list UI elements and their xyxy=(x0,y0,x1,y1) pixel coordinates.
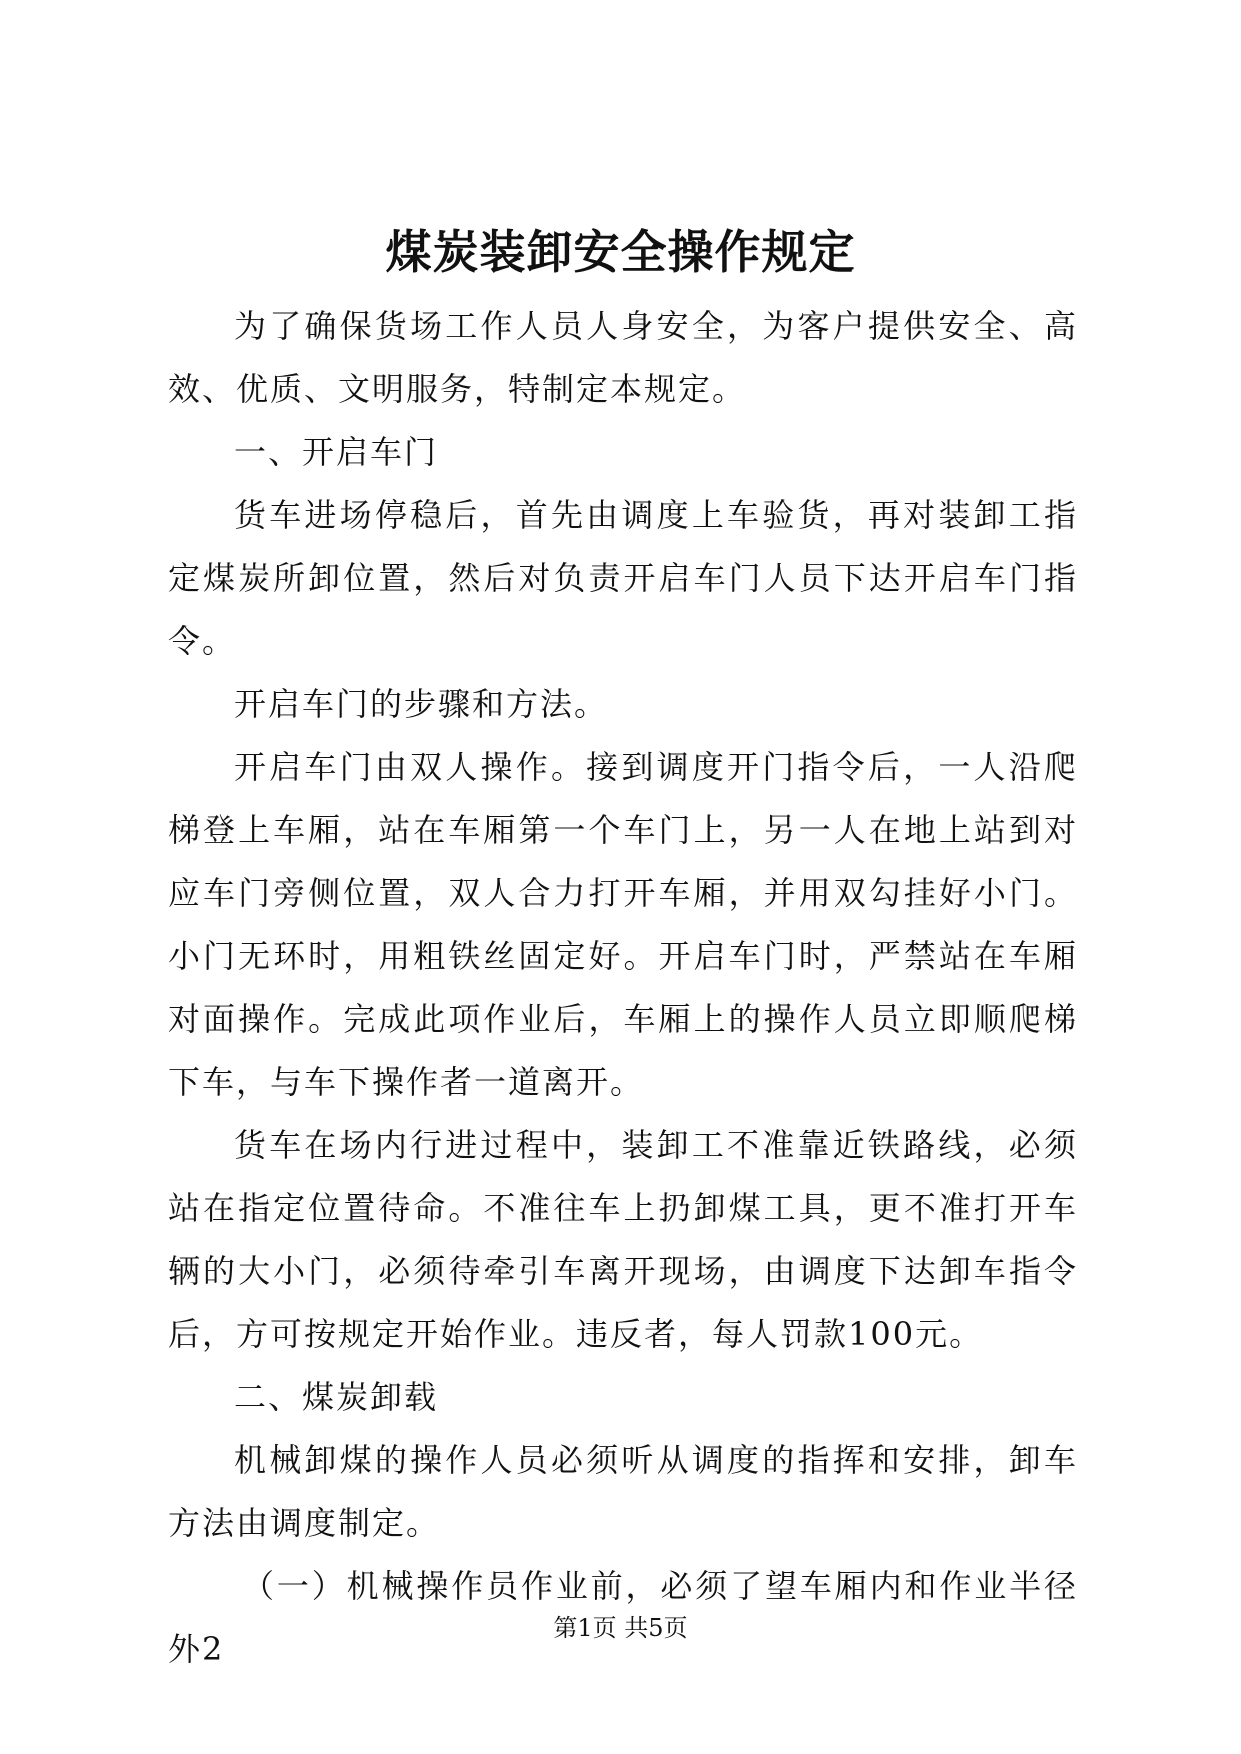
document-title: 煤炭装卸安全操作规定 xyxy=(385,225,856,279)
section-heading-open-doors: 一、开启车门 xyxy=(234,433,439,471)
paragraph-steps-heading: 开启车门的步骤和方法。 xyxy=(234,685,609,723)
paragraph-mechanical-unloading: 机械卸煤的操作人员必须听从调度的指挥和安排，卸车方法由调度制定。 xyxy=(168,1441,1078,1542)
paragraph-intro: 为了确保货场工作人员人身安全，为客户提供安全、高效、优质、文明服务，特制定本规定。 xyxy=(168,307,1078,408)
section-heading-unloading: 二、煤炭卸载 xyxy=(234,1378,439,1416)
paragraph-train-movement: 货车在场内行进过程中，装卸工不准靠近铁路线，必须站在指定位置待命。不准往车上扔卸煤工具，更不准打开车辆的大小门，必须待牵引车离开现场，由调度下达卸车指令后，方可按规定开始作业。违反者，每人罚款100元。 xyxy=(168,1126,1078,1353)
page-number-footer: 第1页 共5页 xyxy=(553,1614,688,1642)
paragraph-item-1: （一）机械操作员作业前，必须了望车厢内和作业半径外2 xyxy=(168,1567,1078,1668)
paragraph-door-procedure: 开启车门由双人操作。接到调度开门指令后，一人沿爬梯登上车厢，站在车厢第一个车门上，另一人在地上站到对应车门旁侧位置，双人合力打开车厢，并用双勾挂好小门。小门无环时，用粗铁丝固定好。开启车门时，严禁站在车厢对面操作。完成此项作业后，车厢上的操作人员立即顺爬梯下车，与车下操作者一道离开。 xyxy=(168,748,1078,1101)
document-body xyxy=(168,295,1078,1681)
paragraph-arrival: 货车进场停稳后，首先由调度上车验货，再对装卸工指定煤炭所卸位置，然后对负责开启车门人员下达开启车门指令。 xyxy=(168,496,1078,660)
